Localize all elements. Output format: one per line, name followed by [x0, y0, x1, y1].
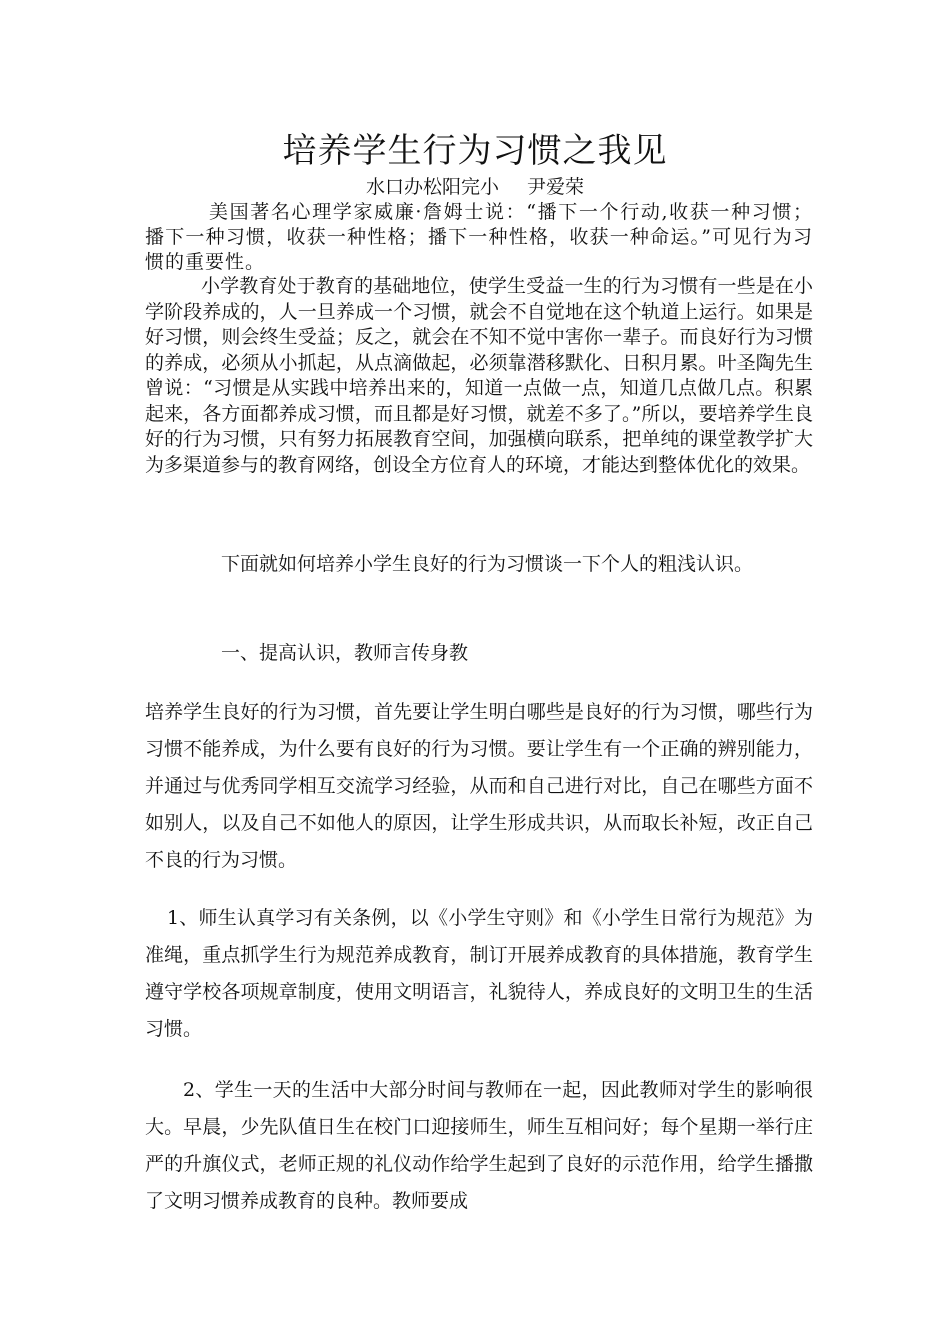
- author-line: [0, 174, 950, 200]
- body-paragraph-1: 小学教育处于教育的基础地位，使学生受益一生的行为习惯有一些是在小学阶段养成的，人一旦养成一个习惯，就会不自觉地在这个轨道上运行。如果是好习惯，则会终生受益；反之，就会在不知不觉中害你一辈子。而良好行为习惯的养成，必须从小抓起，从点滴做起，必须靠潜移默化、日积月累。叶圣陶先生曾说：“习惯是从实践中培养出来的，知道一点做一点，知道几点做几点。积累起来，各方面都养成习惯，而且都是好习惯，就差不多了。”所以，要培养学生良好的行为习惯，只有努力拓展教育空间，加强横向联系，把单纯的课堂教学扩大为多渠道参与的教育网络，创设全方位育人的环境，才能达到整体优化的效果。: [145, 275, 813, 476]
- quote-paragraph: 美国著名心理学家威廉·詹姆士说：“播下一个行动,收获一种习惯；播下一种习惯，收获一种性格；播下一种性格，收获一种命运。”可见行为习惯的重要性。: [145, 201, 813, 273]
- body-paragraph-2: 培养学生良好的行为习惯，首先要让学生明白哪些是良好的行为习惯，哪些行为习惯不能养成，为什么要有良好的行为习惯。要让学生有一个正确的辨别能力，并通过与优秀同学相互交流学习经验，从而和自己进行对比，自己在哪些方面不如别人，以及自己不如他人的原因，让学生形成共识，从而取长补短，改正自己不良的行为习惯。: [145, 701, 813, 871]
- section-heading-1: 一、提高认识，教师言传身教: [221, 642, 469, 664]
- author-school: 水口办松阳完小: [365, 176, 499, 198]
- intro-paragraph: 下面就如何培养小学生良好的行为习惯谈一下个人的粗浅认识。: [221, 553, 754, 575]
- body-paragraph-4: 2、学生一天的生活中大部分时间与教师在一起，因此教师对学生的影响很大。早晨，少先队值日生在校门口迎接师生，师生互相问好；每个星期一举行庄严的升旗仪式，老师正规的礼仪动作给学生起到了良好的示范作用，给学生播撒了文明习惯养成教育的良种。教师要成: [145, 1079, 813, 1212]
- body-paragraph-3: 1、师生认真学习有关条例，以《小学生守则》和《小学生日常行为规范》为准绳，重点抓学生行为规范养成教育，制订开展养成教育的具体措施，教育学生遵守学校各项规章制度，使用文明语言，礼貌待人，养成良好的文明卫生的生活习惯。: [145, 907, 813, 1040]
- author-name: 尹爱荣: [527, 176, 585, 198]
- document-title: 培养学生行为习惯之我见: [282, 131, 668, 171]
